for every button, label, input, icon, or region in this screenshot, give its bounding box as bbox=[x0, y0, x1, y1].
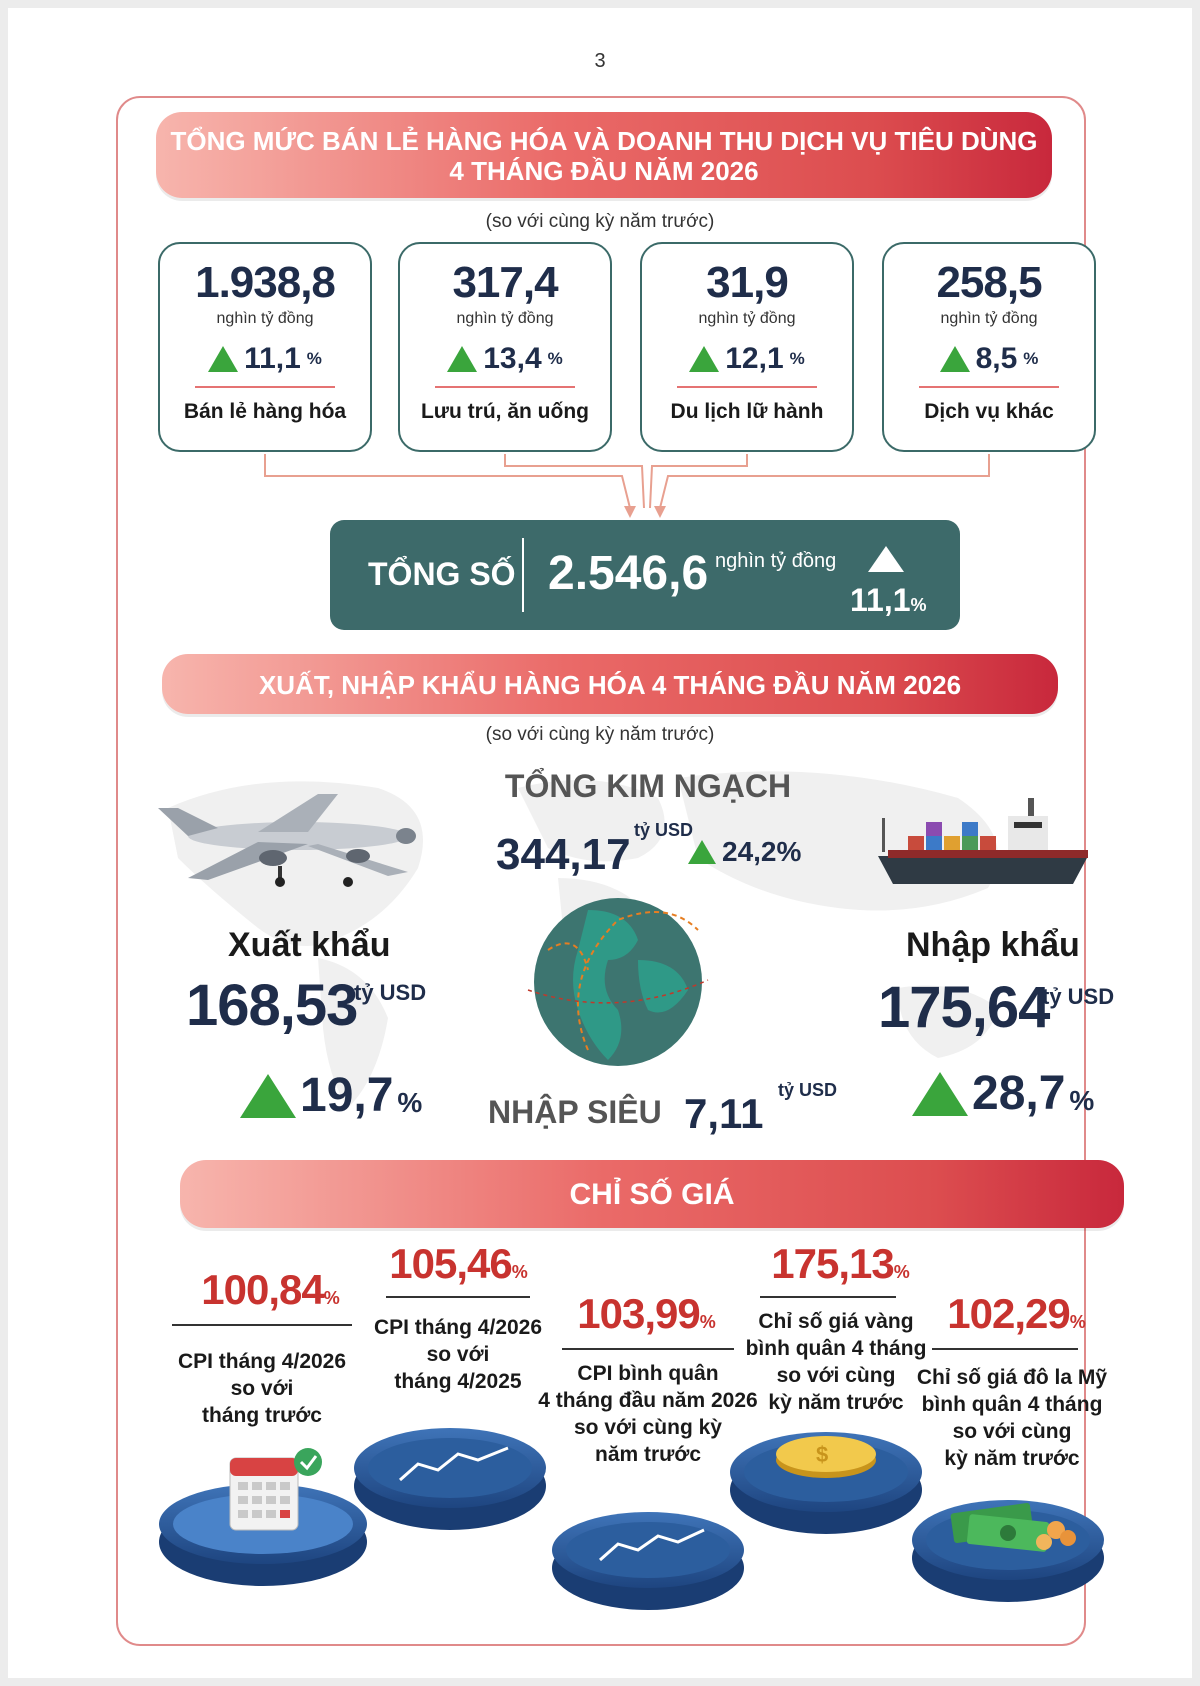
price-5-value: 102,29 bbox=[947, 1290, 1070, 1337]
dollar-pedestal bbox=[912, 1500, 1104, 1602]
price-1-pct: % bbox=[323, 1288, 339, 1308]
desc-line: kỳ năm trước bbox=[768, 1391, 904, 1414]
desc-line: so với cùng bbox=[952, 1420, 1072, 1443]
card-unit: nghìn tỷ đồng bbox=[940, 310, 1038, 327]
deficit-value: 7,11 bbox=[684, 1090, 764, 1137]
desc-line: tháng trước bbox=[202, 1404, 322, 1427]
page bbox=[8, 8, 1192, 1678]
export-growth-value: 19,7 bbox=[300, 1069, 394, 1122]
card-label: Du lịch lữ hành bbox=[670, 400, 824, 423]
desc-line: so với bbox=[230, 1377, 294, 1400]
desc-line: so với bbox=[426, 1343, 490, 1366]
card-value: 317,4 bbox=[452, 258, 558, 307]
total-growth-value: 11,1 bbox=[850, 582, 911, 618]
card-unit: nghìn tỷ đồng bbox=[216, 310, 314, 327]
trade-note: (so với cùng kỳ năm trước) bbox=[485, 724, 715, 745]
export-growth-pct: % bbox=[397, 1086, 423, 1118]
import-growth-value: 28,7 bbox=[972, 1067, 1066, 1120]
price-4-pct: % bbox=[893, 1262, 909, 1282]
growth-value: 8,5 bbox=[975, 342, 1018, 375]
desc-line: CPI tháng 4/2026 bbox=[177, 1350, 347, 1373]
growth-value: 12,1 bbox=[725, 342, 784, 375]
total-value: 2.546,6 bbox=[548, 547, 709, 600]
price-index-title: CHỈ SỐ GIÁ bbox=[569, 1178, 735, 1211]
price-2-value: 105,46 bbox=[389, 1240, 512, 1287]
card-value: 1.938,8 bbox=[195, 258, 335, 307]
price-3-pct: % bbox=[699, 1312, 715, 1332]
import-label: Nhập khẩu bbox=[906, 926, 1080, 964]
svg-text:$: $ bbox=[816, 1442, 829, 1467]
desc-line: so với cùng bbox=[776, 1364, 896, 1387]
desc-line: bình quân 4 tháng bbox=[921, 1393, 1103, 1416]
growth-value: 11,1 bbox=[244, 342, 301, 375]
export-unit: tỷ USD bbox=[354, 980, 427, 1005]
price-3-value: 103,99 bbox=[577, 1290, 700, 1337]
desc-line: bình quân 4 tháng bbox=[745, 1337, 927, 1360]
card-label: Lưu trú, ăn uống bbox=[420, 400, 589, 423]
retail-title-line2: 4 THÁNG ĐẦU NĂM 2026 bbox=[449, 156, 759, 186]
trade-title: XUẤT, NHẬP KHẨU HÀNG HÓA 4 THÁNG ĐẦU NĂM 2026 bbox=[258, 670, 962, 700]
total-unit: nghìn tỷ đồng bbox=[715, 550, 837, 572]
card-value: 258,5 bbox=[936, 258, 1042, 307]
trade-total-growth-value: 24,2% bbox=[722, 836, 802, 867]
trade-total-value: 344,17 bbox=[496, 830, 631, 879]
import-growth-pct: % bbox=[1069, 1084, 1095, 1116]
card-unit: nghìn tỷ đồng bbox=[456, 310, 554, 327]
page-number: 3 bbox=[594, 50, 606, 72]
growth-pct: % bbox=[306, 349, 322, 368]
deficit-unit: tỷ USD bbox=[778, 1080, 838, 1100]
trade-total-title: TỔNG KIM NGẠCH bbox=[504, 768, 792, 804]
desc-line: CPI bình quân bbox=[577, 1362, 719, 1385]
import-value: 175,64 bbox=[878, 975, 1050, 1040]
export-label: Xuất khẩu bbox=[228, 926, 391, 964]
growth-value: 13,4 bbox=[483, 342, 542, 375]
desc-line: tháng 4/2025 bbox=[394, 1370, 522, 1393]
retail-title-line1: TỔNG MỨC BÁN LẺ HÀNG HÓA VÀ DOANH THU DỊCH VỤ TIÊU DÙNG bbox=[170, 126, 1038, 156]
desc-line: năm trước bbox=[595, 1443, 701, 1466]
desc-line: CPI tháng 4/2026 bbox=[373, 1316, 543, 1339]
price-1-value: 100,84 bbox=[201, 1266, 324, 1313]
desc-line: Chỉ số giá vàng bbox=[758, 1310, 914, 1333]
card-label: Dịch vụ khác bbox=[924, 400, 1054, 423]
desc-line: so với cùng kỳ bbox=[574, 1416, 722, 1439]
price-4-value: 175,13 bbox=[771, 1240, 894, 1287]
desc-line: Chỉ số giá đô la Mỹ bbox=[916, 1366, 1108, 1389]
card-label: Bán lẻ hàng hóa bbox=[183, 400, 347, 423]
growth-pct: % bbox=[1023, 349, 1039, 368]
price-5-pct: % bbox=[1069, 1312, 1085, 1332]
export-value: 168,53 bbox=[186, 973, 358, 1038]
total-growth-pct: % bbox=[910, 595, 927, 615]
gold-pedestal bbox=[730, 1432, 922, 1534]
price-pedestals bbox=[8, 8, 1192, 1678]
retail-note: (so với cùng kỳ năm trước) bbox=[485, 211, 715, 232]
desc-line: kỳ năm trước bbox=[944, 1447, 1080, 1470]
chart-pedestal bbox=[354, 1428, 546, 1530]
card-value: 31,9 bbox=[706, 258, 788, 307]
desc-line: 4 tháng đầu năm 2026 bbox=[538, 1389, 758, 1412]
chart-pedestal bbox=[552, 1512, 744, 1610]
import-unit: tỷ USD bbox=[1042, 984, 1115, 1009]
deficit-label: NHẬP SIÊU bbox=[488, 1094, 662, 1130]
growth-pct: % bbox=[547, 349, 563, 368]
card-unit: nghìn tỷ đồng bbox=[698, 310, 796, 327]
growth-pct: % bbox=[789, 349, 805, 368]
trade-total-unit: tỷ USD bbox=[634, 820, 694, 840]
total-label: TỔNG SỐ bbox=[368, 556, 516, 592]
price-2-pct: % bbox=[511, 1262, 527, 1282]
